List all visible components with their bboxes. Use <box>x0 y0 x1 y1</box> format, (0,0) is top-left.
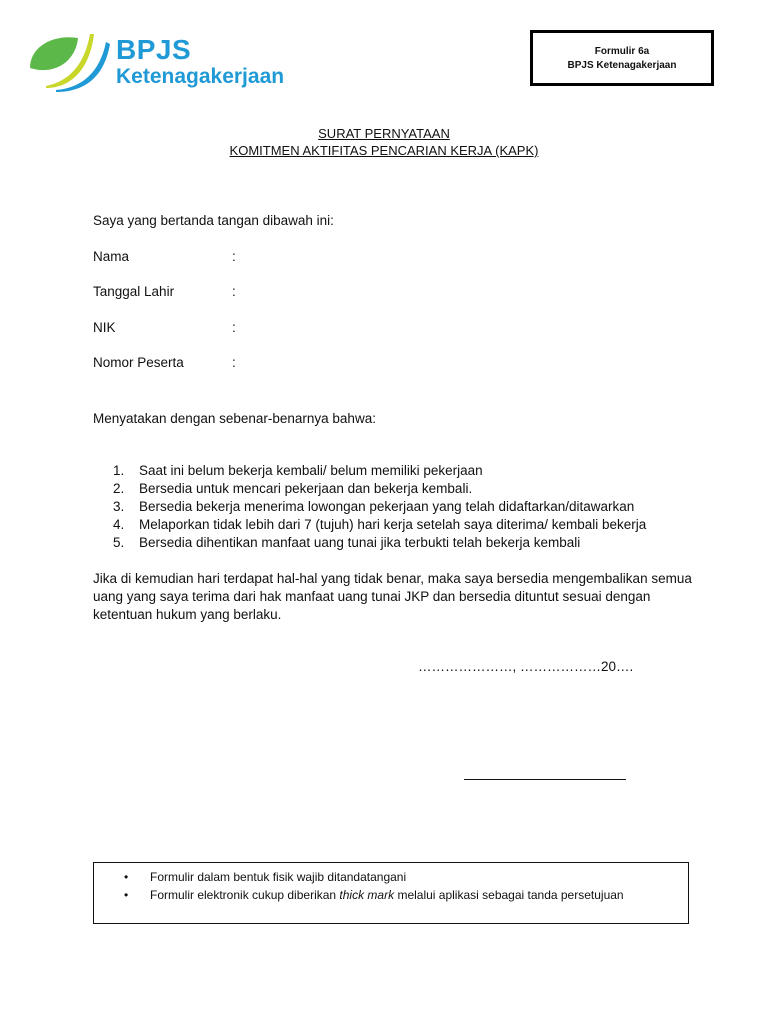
list-item <box>113 516 646 534</box>
form-org: BPJS Ketenagakerjaan <box>567 60 677 71</box>
field-label-nik: NIK <box>93 320 116 335</box>
field-label-tanggal-lahir: Tanggal Lahir <box>93 284 175 299</box>
signature-line <box>464 778 626 780</box>
logo-text-bpjs: BPJS <box>116 34 192 65</box>
bpjs-logo <box>26 28 316 92</box>
closing-paragraph: Jika di kemudian hari terdapat hal-hal yang tidak benar, maka saya bersedia mengembalikan semua uang yang saya terima dari hak manfaat uang tunai JKP dan bersedia dituntut sesuai dengan ketentuan hukum yang berlaku. <box>93 571 692 622</box>
field-label-nomor-peserta: Nomor Peserta <box>93 355 184 370</box>
field-colon: : <box>232 355 236 370</box>
logo-text-ketenagakerjaan: Ketenagakerjaan <box>116 65 285 88</box>
form-code: Formulir 6a <box>594 46 650 57</box>
note-text <box>150 886 624 904</box>
list-number: 2. <box>113 481 125 496</box>
list-text: Bersedia dihentikan manfaat uang tunai jika terbukti telah bekerja kembali <box>139 535 581 550</box>
list-item <box>113 480 646 498</box>
list-number: 3. <box>113 499 125 514</box>
notes-box <box>93 862 689 924</box>
list-text: Bersedia untuk mencari pekerjaan dan bekerja kembali. <box>139 481 473 496</box>
title-line1: SURAT PERNYATAAN <box>318 126 450 141</box>
title-line2: KOMITMEN AKTIFITAS PENCARIAN KERJA (KAPK) <box>229 143 539 158</box>
document-subtitle <box>0 142 768 159</box>
note-item <box>94 868 688 886</box>
bullet-icon: • <box>124 888 129 902</box>
field-colon: : <box>232 249 236 264</box>
intro-text: Saya yang bertanda tangan dibawah ini: <box>93 213 334 228</box>
statement-list <box>113 462 646 552</box>
note-text-post: melalui aplikasi sebagai tanda persetujuan <box>394 888 624 902</box>
declaration-text: Menyatakan dengan sebenar-benarnya bahwa: <box>93 411 376 426</box>
field-colon: : <box>232 284 236 299</box>
list-number: 5. <box>113 535 125 550</box>
document-title <box>0 125 768 142</box>
bullet-icon: • <box>124 870 129 884</box>
list-item <box>113 462 646 480</box>
field-label-nama: Nama <box>93 249 130 264</box>
list-item <box>113 534 646 552</box>
note-text: Formulir dalam bentuk fisik wajib ditandatangani <box>150 870 407 884</box>
form-code-box <box>530 30 714 86</box>
bpjs-leaf-icon <box>26 28 110 92</box>
list-text: Bersedia bekerja menerima lowongan pekerjaan yang telah didaftarkan/ditawarkan <box>139 499 635 514</box>
date-line: …………………, ………………20…. <box>418 659 634 674</box>
field-colon: : <box>232 320 236 335</box>
list-text: Saat ini belum bekerja kembali/ belum memiliki pekerjaan <box>139 463 483 478</box>
list-item <box>113 498 646 516</box>
note-item <box>94 886 688 904</box>
note-text-pre: Formulir elektronik cukup diberikan <box>150 888 340 902</box>
list-number: 1. <box>113 463 125 478</box>
list-text: Melaporkan tidak lebih dari 7 (tujuh) hari kerja setelah saya diterima/ kembali bekerja <box>139 517 647 532</box>
list-number: 4. <box>113 517 125 532</box>
note-text-emphasis: thick mark <box>339 888 395 902</box>
